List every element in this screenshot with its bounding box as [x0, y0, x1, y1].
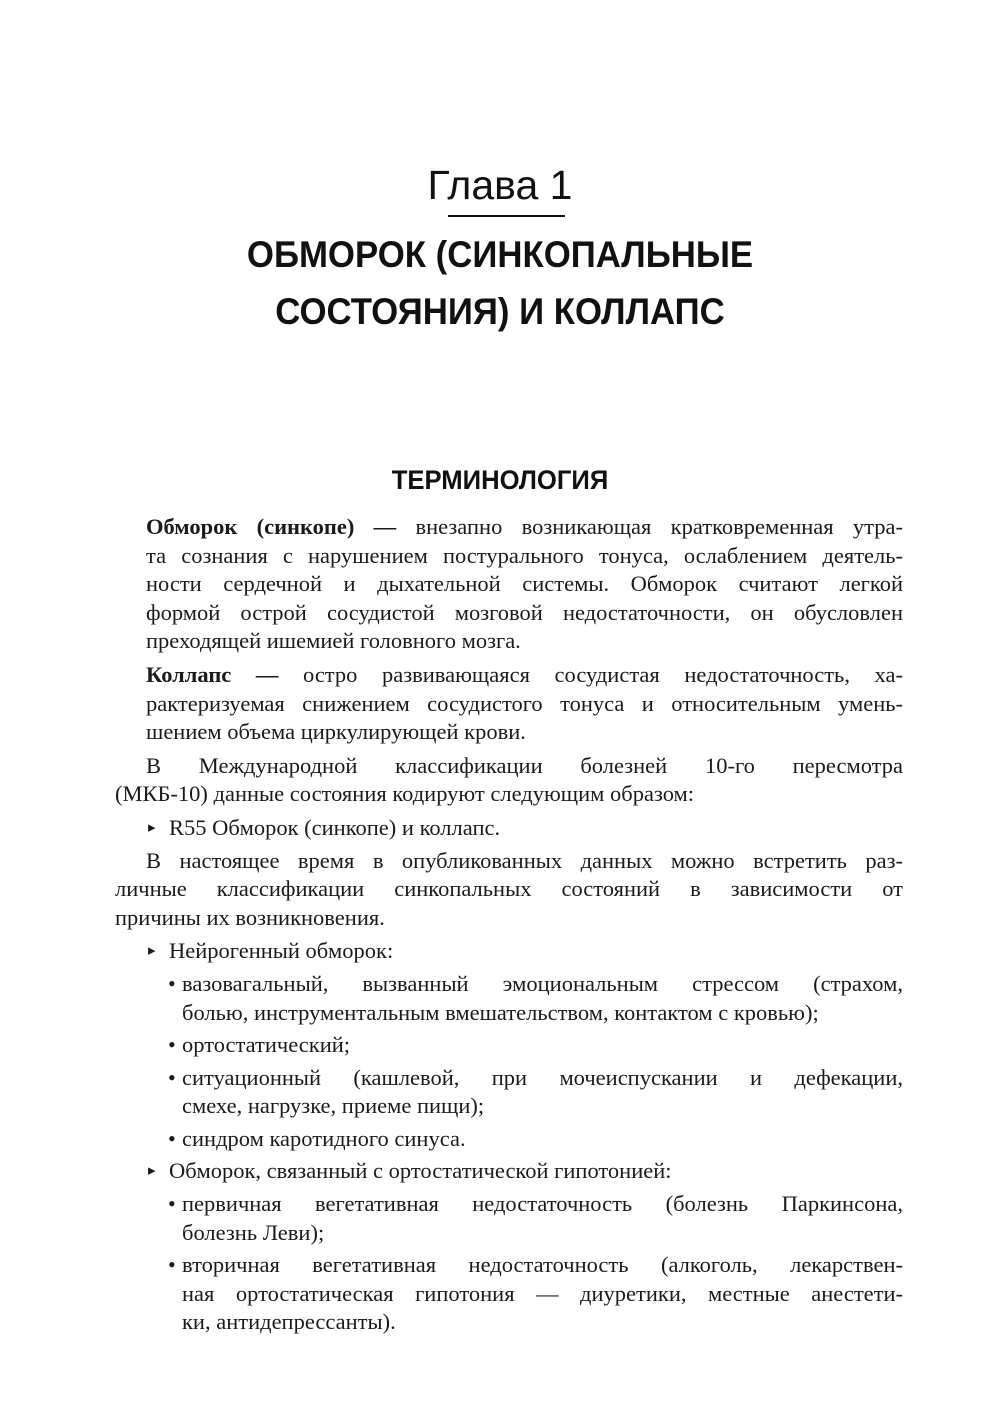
- text-line: смехе, нагрузке, приеме пищи);: [182, 1093, 485, 1119]
- text-line: та сознания с нарушением постурального тонуса, ослаблением деятель-: [146, 542, 903, 568]
- dot-bullet-icon: •: [168, 1064, 176, 1090]
- arrow-bullet-icon: ▸: [148, 819, 156, 836]
- term-syncope: Обморок (синкопе) —: [146, 514, 397, 539]
- list-group-label: Нейрогенный обморок:: [169, 938, 394, 964]
- text-line: вторичная вегетативная недостаточность (алкоголь, лекарствен-: [182, 1252, 903, 1278]
- text-line: (МКБ-10) данные состояния кодируют следующим образом:: [115, 781, 695, 807]
- list-group-orthostatic: [115, 1157, 903, 1186]
- list-group-label: Обморок, связанный с ортостатической гипотонией:: [169, 1158, 672, 1184]
- arrow-bullet-icon: ▸: [148, 943, 156, 960]
- dot-bullet-icon: •: [168, 1191, 176, 1217]
- dot-bullet-icon: •: [168, 1032, 176, 1058]
- text-line: ортостатический;: [182, 1032, 351, 1058]
- paragraph-icd: [115, 752, 903, 809]
- text-line: преходящей ишемией головного мозга.: [146, 628, 521, 654]
- paragraph-collapse: [115, 661, 903, 747]
- body-text: [115, 513, 903, 1341]
- paragraph-syncope: [115, 513, 903, 656]
- list-item-text: R55 Обморок (синкопе) и коллапс.: [169, 814, 501, 840]
- text-line: причины их возникновения.: [115, 904, 385, 930]
- text-line: вазовагальный, вызванный эмоциональным стрессом (страхом,: [182, 970, 903, 996]
- dot-bullet-icon: •: [168, 1252, 176, 1278]
- section-heading: ТЕРМИНОЛОГИЯ: [391, 465, 609, 495]
- text-line: ситуационный (кашлевой, при мочеиспускании и дефекации,: [182, 1064, 903, 1090]
- paragraph-classification: [115, 847, 903, 933]
- text-line: формой острой сосудистой мозговой недостаточности, он обусловлен: [146, 599, 903, 625]
- dot-bullet-icon: •: [168, 1125, 176, 1151]
- text-line: ки, антидепрессанты).: [182, 1309, 396, 1335]
- text-line: синдром каротидного синуса.: [182, 1125, 466, 1151]
- text-line: болезнь Леви);: [182, 1219, 325, 1245]
- text-line: В настоящее время в опубликованных данных можно встретить раз-: [146, 847, 903, 873]
- text-line: личные классификации синкопальных состояний в зависимости от: [115, 876, 903, 902]
- chapter-title: [30, 226, 970, 340]
- text-line: внезапно возникающая кратковременная утра-: [396, 514, 904, 539]
- text-line: В Международной классификации болезней 10-го пересмотра: [146, 752, 903, 778]
- list-subitem: [115, 970, 903, 1027]
- list-subitem: [115, 1251, 903, 1337]
- term-collapse: Коллапс —: [146, 661, 279, 687]
- text-line: рактеризуемая снижением сосудистого тонуса и относительным умень-: [146, 690, 903, 716]
- text-line: ности сердечной и дыхательной системы. Обморок считают легкой: [146, 571, 903, 597]
- list-item-icd-code: [115, 814, 903, 843]
- list-subitem: [115, 1031, 903, 1060]
- text-line: ная ортостатическая гипотония — диуретики, местные анестети-: [182, 1280, 903, 1306]
- list-subitem: [115, 1190, 903, 1247]
- chapter-label: Глава 1: [427, 162, 573, 208]
- text-line: остро развивающаяся сосудистая недостаточность, ха-: [278, 661, 903, 687]
- chapter-title-line-2: СОСТОЯНИЯ) И КОЛЛАПС: [275, 291, 725, 332]
- chapter-title-line-1: ОБМОРОК (СИНКОПАЛЬНЫЕ: [246, 234, 754, 275]
- list-subitem: [115, 1125, 903, 1154]
- text-line: болью, инструментальным вмешательством, контактом с кровью);: [182, 999, 819, 1025]
- list-group-neurogenic: [115, 937, 903, 966]
- text-line: шением объема циркулирующей крови.: [146, 719, 526, 745]
- arrow-bullet-icon: ▸: [148, 1163, 156, 1180]
- text-line: первичная вегетативная недостаточность (болезнь Паркинсона,: [182, 1191, 903, 1217]
- chapter-underline: [448, 215, 565, 217]
- list-subitem: [115, 1064, 903, 1121]
- dot-bullet-icon: •: [168, 970, 176, 996]
